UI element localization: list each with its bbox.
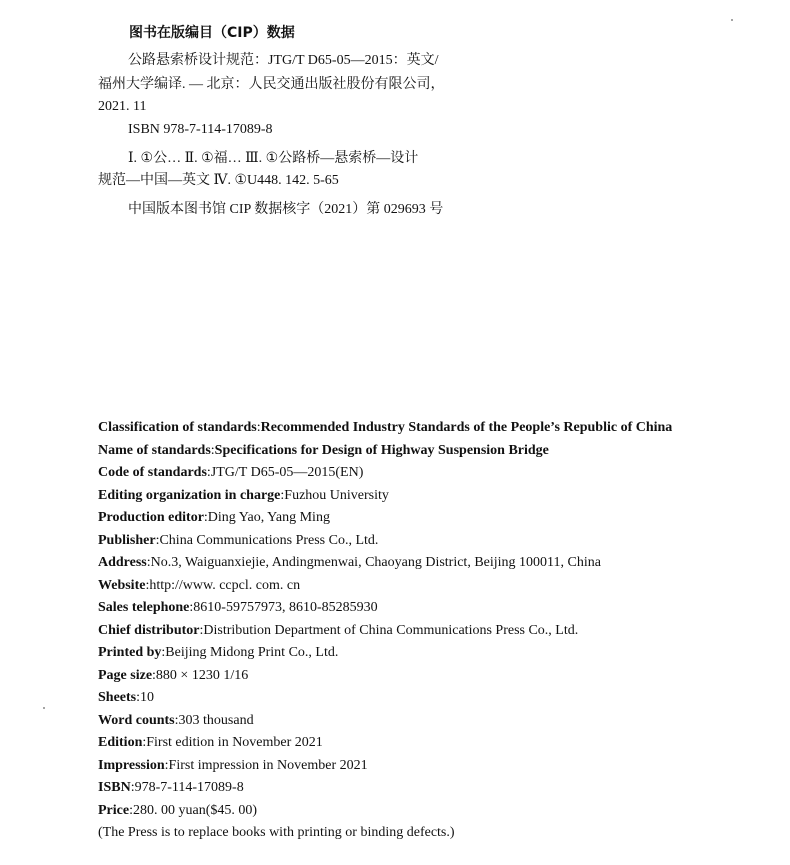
detail-label: Chief distributor — [98, 622, 200, 638]
detail-label: Printed by — [98, 645, 162, 660]
detail-value: No.3, Waiguanxiejie, Andingmenwai, Chaoyang District, Beijing 100011, China — [150, 555, 601, 570]
cip-line-classification: Ⅰ. ①公… Ⅱ. ①福… Ⅲ. ①公路桥—悬索桥—设计 — [128, 151, 419, 166]
detail-separator: : — [199, 622, 204, 638]
detail-row — [98, 732, 778, 755]
cip-line-classification-cont: 规范—中国—英文 Ⅳ. ①U448. 142. 5-65 — [98, 173, 339, 188]
detail-separator: : — [129, 802, 133, 818]
detail-value: 280. 00 yuan($45. 00) — [132, 802, 258, 818]
detail-label: Editing organization in charge — [98, 487, 281, 503]
detail-row — [98, 575, 778, 598]
detail-separator: : — [189, 600, 194, 615]
detail-row — [98, 777, 778, 800]
detail-row — [98, 485, 778, 508]
replacement-note: (The Press is to replace books with printing or binding defects.) — [98, 825, 455, 840]
cip-line-publisher: 福州大学编译. — 北京：人民交通出版社股份有限公司， — [98, 77, 445, 92]
detail-label: ISBN — [98, 780, 131, 795]
detail-value: 880 × 1230 1/16 — [155, 667, 249, 683]
detail-row — [98, 597, 778, 620]
cip-heading: 图书在版编目（CIP）数据 — [129, 25, 295, 41]
detail-label: Production editor — [98, 510, 204, 525]
detail-row — [98, 507, 778, 530]
scan-speck — [43, 707, 45, 709]
detail-value: 303 thousand — [178, 712, 254, 728]
detail-separator: : — [174, 712, 179, 728]
detail-label: Impression — [98, 757, 165, 773]
scan-speck — [731, 19, 733, 21]
detail-row — [98, 800, 778, 823]
detail-value: China Communications Press Co., Ltd. — [159, 532, 379, 548]
detail-value: Ding Yao, Yang Ming — [207, 510, 330, 525]
detail-row — [98, 552, 778, 575]
detail-value: 8610-59757973, 8610-85285930 — [193, 600, 378, 615]
detail-separator: : — [130, 780, 135, 795]
detail-separator: : — [145, 577, 150, 593]
detail-separator: : — [256, 420, 261, 435]
detail-separator: : — [155, 532, 160, 548]
detail-label: Page size — [98, 667, 153, 683]
cip-line-date: 2021. 11 — [98, 99, 147, 114]
detail-label: Sales telephone — [98, 600, 190, 615]
detail-separator: : — [280, 487, 285, 503]
detail-label: Website — [98, 577, 146, 593]
detail-value: Fuzhou University — [284, 487, 389, 503]
detail-label: Edition — [98, 735, 143, 750]
detail-value: Beijing Midong Print Co., Ltd. — [165, 645, 339, 660]
detail-value: http://www. ccpcl. com. cn — [149, 577, 301, 593]
cip-line-record-number: 中国版本图书馆 CIP 数据核字（2021）第 029693 号 — [128, 202, 444, 217]
detail-row — [98, 462, 778, 485]
detail-value: First edition in November 2021 — [146, 735, 323, 750]
detail-separator: : — [210, 442, 215, 458]
detail-separator: : — [206, 465, 211, 480]
detail-label: Address — [98, 555, 147, 570]
detail-value: First impression in November 2021 — [168, 757, 368, 773]
publication-details — [98, 417, 778, 845]
detail-row — [98, 665, 778, 688]
detail-row — [98, 687, 778, 710]
detail-label: Name of standards — [98, 442, 211, 458]
detail-row — [98, 710, 778, 733]
detail-separator: : — [152, 667, 156, 683]
detail-label: Word counts — [98, 712, 175, 728]
detail-row — [98, 530, 778, 553]
cip-line-isbn: ISBN 978-7-114-17089-8 — [128, 122, 273, 137]
detail-separator: : — [146, 555, 151, 570]
detail-label: Publisher — [98, 532, 156, 548]
detail-row — [98, 620, 778, 643]
detail-value: Distribution Department of China Communications Press Co., Ltd. — [203, 622, 579, 638]
detail-separator: : — [164, 757, 169, 773]
detail-separator: : — [203, 510, 208, 525]
detail-value: Specifications for Design of Highway Suspension Bridge — [214, 442, 549, 458]
cip-line-title: 公路悬索桥设计规范：JTG/T D65-05—2015：英文/ — [128, 53, 439, 68]
detail-separator: : — [142, 735, 147, 750]
detail-row — [98, 755, 778, 778]
detail-label: Sheets — [98, 690, 137, 705]
detail-label: Classification of standards — [98, 420, 257, 435]
detail-value: 10 — [140, 690, 155, 705]
detail-value: Recommended Industry Standards of the People’s Republic of China — [260, 420, 673, 435]
detail-value: 978-7-114-17089-8 — [134, 780, 244, 795]
detail-row — [98, 417, 778, 440]
detail-value: JTG/T D65-05—2015(EN) — [210, 465, 364, 480]
detail-separator: : — [161, 645, 166, 660]
detail-label: Code of standards — [98, 465, 207, 480]
detail-separator: : — [136, 690, 141, 705]
detail-row — [98, 642, 778, 665]
detail-label: Price — [98, 802, 130, 818]
detail-row — [98, 440, 778, 463]
